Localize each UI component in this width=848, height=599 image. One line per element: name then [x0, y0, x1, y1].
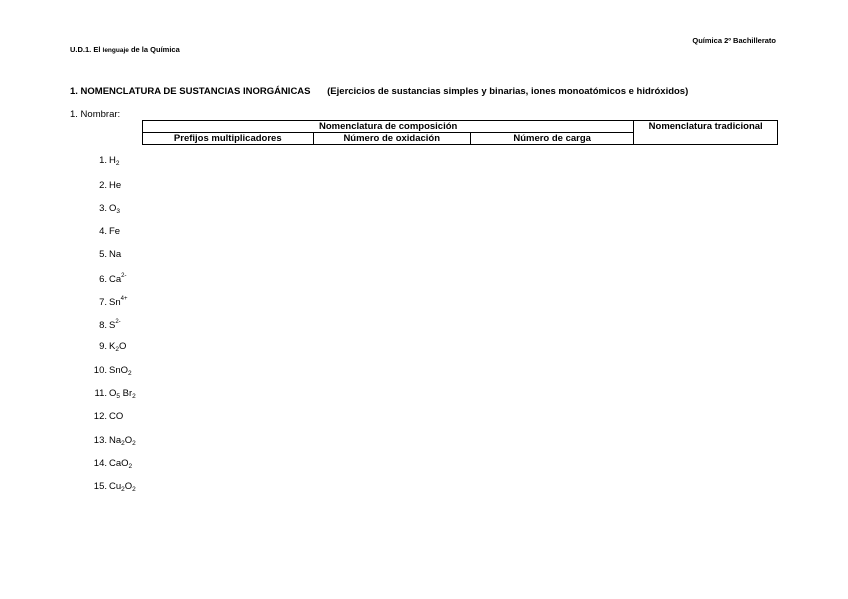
formula-symbol: Cu — [109, 481, 122, 492]
formula-subscript: 2 — [121, 486, 125, 493]
chemical-formula — [109, 411, 123, 422]
formula-symbol: Na — [109, 249, 122, 260]
prefixes-header: Prefijos multiplicadores — [143, 133, 314, 145]
chemical-formula — [109, 341, 126, 353]
formula-subscript: 2 — [132, 486, 136, 493]
nomenclature-header-table — [142, 120, 778, 145]
chemical-formula — [109, 435, 136, 447]
formula-symbol: K — [109, 341, 116, 352]
list-item — [86, 296, 127, 310]
formula-symbol: Br — [120, 388, 133, 399]
list-item — [86, 180, 121, 194]
section-title — [70, 86, 688, 97]
course-header: Química 2º Bachillerato — [692, 36, 776, 45]
exercise-label: 1. Nombrar: — [70, 109, 121, 120]
section-title-main: 1. NOMENCLATURA DE SUSTANCIAS INORGÁNICAS — [70, 86, 311, 97]
chemical-formula — [109, 296, 127, 308]
item-number: 5. — [99, 249, 107, 260]
composition-header: Nomenclatura de composición — [143, 121, 634, 133]
chemical-formula — [109, 388, 136, 400]
formula-subscript: 2 — [132, 440, 136, 447]
formula-symbol: CaO — [109, 458, 129, 469]
unit-header — [70, 45, 180, 54]
formula-symbol: He — [109, 180, 122, 191]
item-number: 2. — [99, 180, 107, 191]
list-item — [86, 458, 132, 472]
unit-header-prefix: U.D.1. El — [70, 45, 103, 54]
chemical-formula — [109, 226, 120, 237]
chemical-formula — [109, 273, 127, 285]
formula-symbol: SnO — [109, 365, 129, 376]
formula-subscript: 5 — [116, 393, 121, 400]
item-number: 7. — [99, 297, 107, 308]
section-subtitle: (Ejercicios de sustancias simples y binarias, iones monoatómicos e hidróxidos) — [327, 86, 689, 97]
formula-symbol: O — [118, 341, 127, 352]
formula-symbol: Fe — [109, 226, 121, 237]
item-number: 3. — [99, 203, 107, 214]
formula-subscript: 2 — [128, 463, 133, 470]
item-number: 12. — [93, 411, 107, 422]
list-item — [86, 203, 120, 217]
item-number: 11. — [94, 388, 107, 399]
chemical-formula — [109, 203, 120, 215]
formula-symbol: O — [124, 481, 133, 492]
item-number: 4. — [99, 226, 107, 237]
formula-symbol: Na — [109, 435, 122, 446]
formula-subscript: 2 — [121, 440, 125, 447]
formula-symbol: Ca — [109, 274, 122, 285]
list-item — [86, 435, 136, 449]
formula-symbol: S — [109, 320, 116, 331]
formula-subscript: 3 — [116, 208, 121, 215]
item-number: 13. — [93, 435, 107, 446]
list-item — [86, 341, 126, 355]
item-number: 9. — [99, 341, 107, 352]
list-item — [86, 226, 120, 240]
item-number: 14. — [93, 458, 107, 469]
list-item — [86, 249, 121, 263]
chemical-formula — [109, 319, 121, 331]
formula-subscript: 2 — [115, 160, 120, 167]
table-header-row — [143, 121, 778, 133]
formula-subscript: 2 — [115, 346, 119, 353]
chemical-formula — [109, 458, 132, 470]
list-item — [86, 388, 136, 402]
chemical-formula — [109, 481, 136, 493]
list-item — [86, 365, 132, 379]
item-number: 1. — [99, 155, 107, 166]
list-item — [86, 411, 123, 425]
chemical-formula — [109, 155, 120, 167]
item-number: 10. — [93, 365, 107, 376]
formula-charge: 4+ — [120, 296, 128, 302]
formula-symbol: O — [109, 388, 117, 399]
charge-header: Número de carga — [470, 133, 633, 145]
formula-symbol: O — [124, 435, 133, 446]
traditional-header: Nomenclatura tradicional — [634, 121, 778, 145]
item-number: 15. — [93, 481, 107, 492]
oxidation-header: Número de oxidación — [313, 133, 470, 145]
list-item — [86, 481, 136, 495]
item-number: 8. — [99, 320, 107, 331]
chemical-formula — [109, 249, 121, 260]
chemical-formula — [109, 180, 121, 191]
list-item — [86, 273, 127, 287]
formula-subscript: 2 — [132, 393, 136, 400]
unit-header-suffix: de la Química — [128, 45, 180, 54]
chemical-formula — [109, 365, 132, 377]
list-item — [86, 319, 121, 333]
formula-symbol: O — [109, 203, 117, 214]
formula-symbol: Sn — [109, 297, 121, 308]
list-item — [86, 155, 120, 169]
formula-symbol: CO — [109, 411, 124, 422]
formula-subscript: 2 — [128, 370, 132, 377]
unit-header-small: lenguaje — [102, 47, 129, 54]
formula-charge: 2- — [121, 273, 127, 279]
formula-charge: 2- — [115, 319, 121, 325]
item-number: 6. — [99, 274, 107, 285]
formula-symbol: H — [109, 155, 116, 166]
